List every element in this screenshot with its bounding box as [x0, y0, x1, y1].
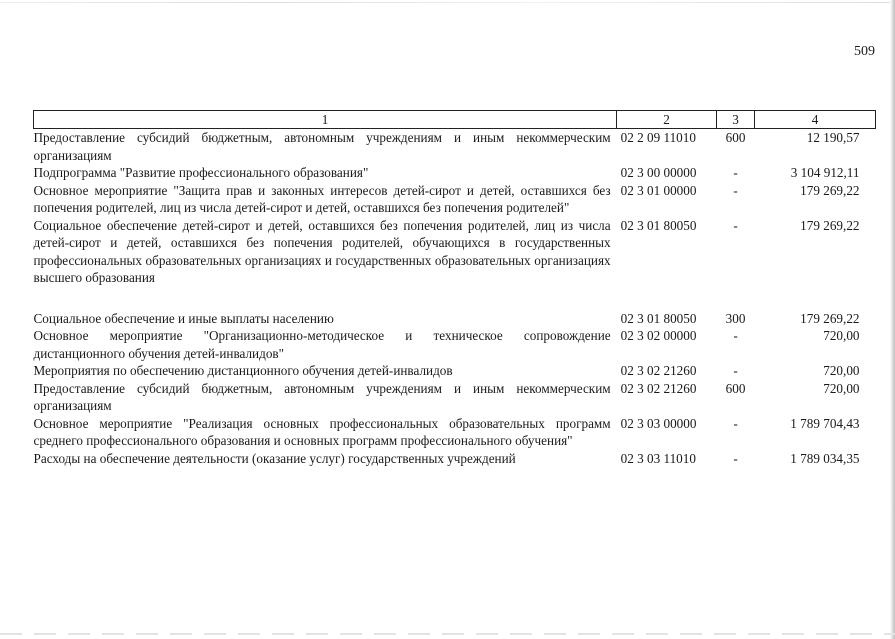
row-type: - — [733, 217, 738, 233]
row-sum: 720,00 — [823, 328, 860, 343]
column-header-code: 2 — [617, 111, 717, 129]
table-row — [34, 182, 876, 217]
row-code: 02 3 03 11010 — [620, 450, 696, 466]
row-sum: 3 104 912,11 — [790, 165, 860, 180]
row-sum: 179 269,22 — [800, 310, 860, 326]
table-row — [34, 450, 876, 468]
table-row — [34, 362, 876, 380]
row-type: - — [733, 165, 738, 180]
row-name: Основное мероприятие "Организационно-методическое и техническое сопровождение дистанционного обучения детей-инвалидов" — [33, 328, 611, 361]
table-row — [34, 380, 876, 415]
row-name: Основное мероприятие "Защита прав и законных интересов детей-сирот и детей, оставшихся без попечения родителей, лиц из числа детей-сирот и детей, оставшихся без попечения родителей" — [33, 182, 611, 215]
row-name: Подпрограмма "Развитие профессионального образования" — [33, 165, 369, 180]
row-sum: 1 789 034,35 — [790, 450, 860, 466]
row-code: 02 3 01 80050 — [620, 310, 697, 326]
row-code: 02 3 01 80050 — [620, 217, 697, 233]
row-code: 02 2 09 11010 — [620, 130, 696, 145]
row-type: 600 — [725, 130, 746, 145]
row-type: - — [733, 450, 738, 466]
row-type: 600 — [725, 380, 746, 396]
row-sum: 179 269,22 — [800, 182, 860, 198]
row-name: Мероприятия по обеспечению дистанционного обучения детей-инвалидов — [33, 363, 453, 378]
table-header-row — [34, 111, 876, 129]
row-name: Расходы на обеспечение деятельности (оказание услуг) государственных учреждений — [33, 450, 516, 466]
row-name: Основное мероприятие "Реализация основных профессиональных образовательных программ среднего профессионального образования и основных программ профессионального обучения" — [33, 415, 611, 448]
row-code: 02 3 02 00000 — [620, 328, 697, 343]
row-type: - — [733, 182, 738, 198]
column-header-sum: 4 — [755, 111, 876, 129]
budget-table — [33, 110, 876, 467]
scan-edge-right — [890, 0, 895, 639]
scan-edge-bottom — [0, 633, 895, 635]
row-name: Социальное обеспечение и иные выплаты населению — [33, 310, 334, 326]
row-sum: 12 190,57 — [806, 130, 860, 145]
table-row — [34, 415, 876, 450]
table-row — [34, 327, 876, 362]
row-name: Предоставление субсидий бюджетным, автономным учреждениям и иным некоммерческим организациям — [33, 380, 611, 413]
row-code: 02 3 02 21260 — [620, 363, 697, 378]
row-type: - — [733, 363, 738, 378]
row-type: - — [733, 328, 738, 343]
row-code: 02 3 02 21260 — [620, 380, 697, 396]
scan-edge-top — [0, 2, 895, 3]
table-row — [34, 217, 876, 287]
row-code: 02 3 00 00000 — [620, 165, 697, 180]
row-code: 02 3 01 00000 — [620, 182, 697, 198]
row-name: Предоставление субсидий бюджетным, автономным учреждениям и иным некоммерческим организациям — [33, 130, 611, 163]
column-header-name: 1 — [34, 111, 617, 129]
page-number: 509 — [854, 44, 875, 59]
table-row — [34, 164, 876, 182]
row-sum: 720,00 — [823, 380, 860, 396]
table-row — [34, 129, 876, 165]
row-sum: 1 789 704,43 — [790, 415, 860, 431]
column-header-type: 3 — [717, 111, 755, 129]
row-type: 300 — [725, 310, 746, 326]
row-code: 02 3 03 00000 — [620, 415, 697, 431]
row-name: Социальное обеспечение детей-сирот и детей, оставшихся без попечения родителей, лиц из числа детей-сирот и детей, оставшихся без попечения родителей, обучающихся в государственных профессиональных образовательных организациях и государственных образовательных организациях высшего образования — [33, 217, 611, 285]
row-sum: 720,00 — [823, 363, 860, 378]
row-sum: 179 269,22 — [800, 217, 860, 233]
table-row — [34, 287, 876, 328]
row-type: - — [733, 415, 738, 431]
